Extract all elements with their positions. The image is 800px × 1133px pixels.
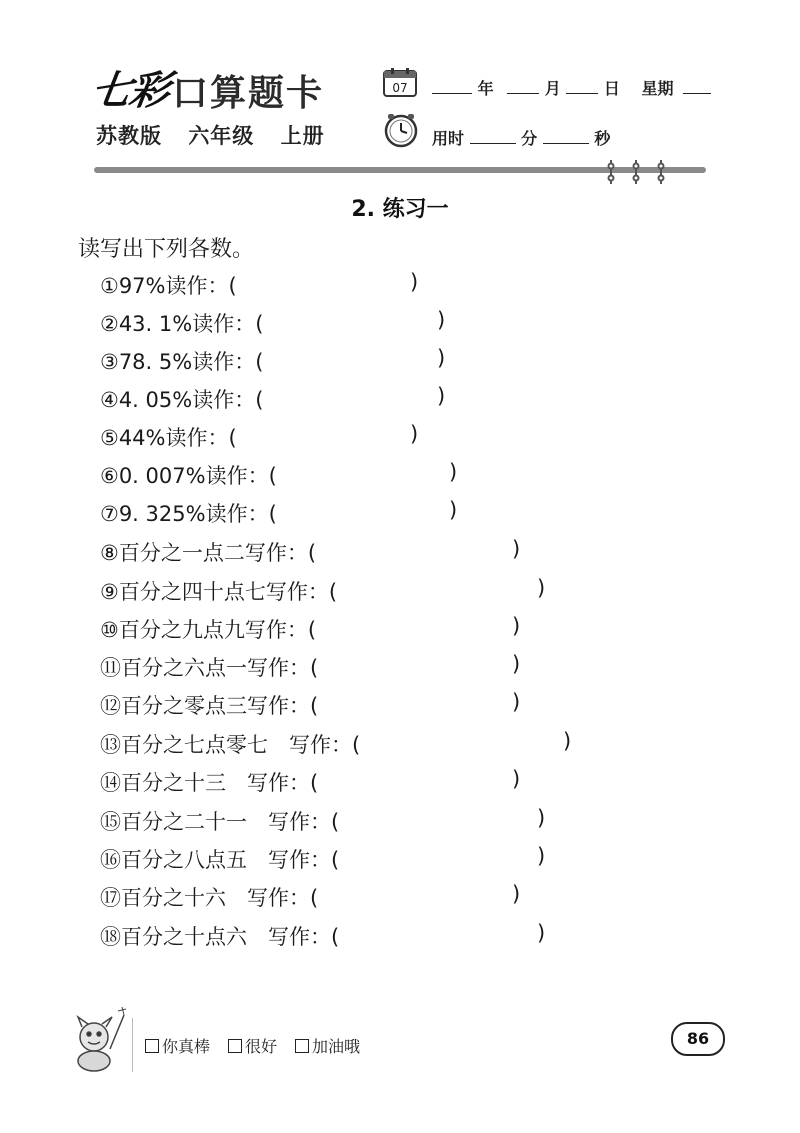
answer-close-paren: ) [512, 614, 521, 638]
question-text: ⑭百分之十三 写作：( [100, 771, 319, 795]
question-text: ⑨百分之四十点七写作：( [100, 580, 338, 604]
edition-publisher: 苏教版 [96, 124, 162, 148]
edition-grade: 六年级 [188, 124, 255, 148]
question-text: ⑮百分之二十一 写作：( [100, 810, 340, 834]
rating-label: 你真棒 [162, 1037, 211, 1056]
question-text: ③78. 5%读作：( [100, 350, 264, 374]
day-blank[interactable] [566, 79, 598, 94]
month-label: 月 [544, 79, 561, 98]
section-title: 2. 练习一 [351, 197, 449, 222]
question-text: ⑰百分之十六 写作：( [100, 886, 319, 910]
answer-close-paren: ) [512, 882, 521, 906]
brand-title: 口算题卡 [172, 73, 325, 114]
answer-close-paren: ) [563, 729, 572, 753]
answer-close-paren: ) [410, 270, 419, 294]
answer-close-paren: ) [512, 652, 521, 676]
footer-divider [132, 1018, 133, 1072]
year-blank[interactable] [432, 79, 472, 94]
mascot-icon [66, 1005, 136, 1075]
weekday-blank[interactable] [683, 79, 711, 94]
second-blank[interactable] [543, 129, 589, 144]
question-text: ⑫百分之零点三写作：( [100, 694, 319, 718]
answer-close-paren: ) [437, 308, 446, 332]
calendar-icon [383, 67, 417, 97]
minute-label: 分 [521, 129, 538, 148]
question-text: ②43. 1%读作：( [100, 312, 264, 336]
self-rating-group [145, 1034, 360, 1057]
answer-close-paren: ) [537, 576, 546, 600]
checkbox[interactable] [295, 1039, 309, 1053]
divider-ornament-icon [603, 158, 673, 186]
page-number: 86 [671, 1022, 725, 1056]
rating-label: 很好 [245, 1037, 278, 1056]
rating-option-keep-going[interactable] [295, 1034, 360, 1057]
checkbox[interactable] [228, 1039, 242, 1053]
time-used-label: 用时 [432, 129, 465, 148]
time-fill-row [432, 126, 610, 149]
edition-volume: 上册 [280, 124, 325, 148]
day-label: 日 [603, 79, 620, 98]
answer-close-paren: ) [537, 921, 546, 945]
clock-icon [383, 112, 419, 148]
question-text: ⑦9. 325%读作：( [100, 502, 277, 526]
answer-close-paren: ) [512, 537, 521, 561]
question-text: ⑯百分之八点五 写作：( [100, 848, 340, 872]
question-text: ④4. 05%读作：( [100, 388, 264, 412]
answer-close-paren: ) [512, 767, 521, 791]
answer-close-paren: ) [449, 498, 458, 522]
month-blank[interactable] [507, 79, 539, 94]
question-text: ⑧百分之一点二写作：( [100, 541, 317, 565]
answer-close-paren: ) [537, 806, 546, 830]
question-text: ⑤44%读作：( [100, 426, 237, 450]
answer-close-paren: ) [410, 422, 419, 446]
brand-logo [88, 66, 325, 116]
question-text: ⑥0. 007%读作：( [100, 464, 277, 488]
answer-close-paren: ) [437, 384, 446, 408]
checkbox[interactable] [145, 1039, 159, 1053]
brand-art-text: 七彩 [88, 67, 171, 114]
rating-option-good[interactable] [228, 1034, 277, 1057]
question-text: ⑪百分之六点一写作：( [100, 656, 319, 680]
answer-close-paren: ) [437, 346, 446, 370]
answer-close-paren: ) [449, 460, 458, 484]
second-label: 秒 [594, 129, 611, 148]
calendar-day: 07 [392, 81, 408, 95]
question-text: ⑱百分之十点六 写作：( [100, 925, 340, 949]
year-label: 年 [477, 79, 494, 98]
question-text: ⑩百分之九点九写作：( [100, 618, 317, 642]
question-text: ①97%读作：( [100, 274, 237, 298]
instruction-text: 读写出下列各数。 [78, 237, 255, 262]
answer-close-paren: ) [512, 690, 521, 714]
rating-option-great[interactable] [145, 1034, 210, 1057]
minute-blank[interactable] [470, 129, 516, 144]
weekday-label: 星期 [641, 79, 674, 98]
edition-info [96, 120, 343, 150]
date-fill-row [432, 76, 711, 99]
answer-close-paren: ) [537, 844, 546, 868]
rating-label: 加油哦 [312, 1037, 361, 1056]
question-text: ⑬百分之七点零七 写作：( [100, 733, 361, 757]
